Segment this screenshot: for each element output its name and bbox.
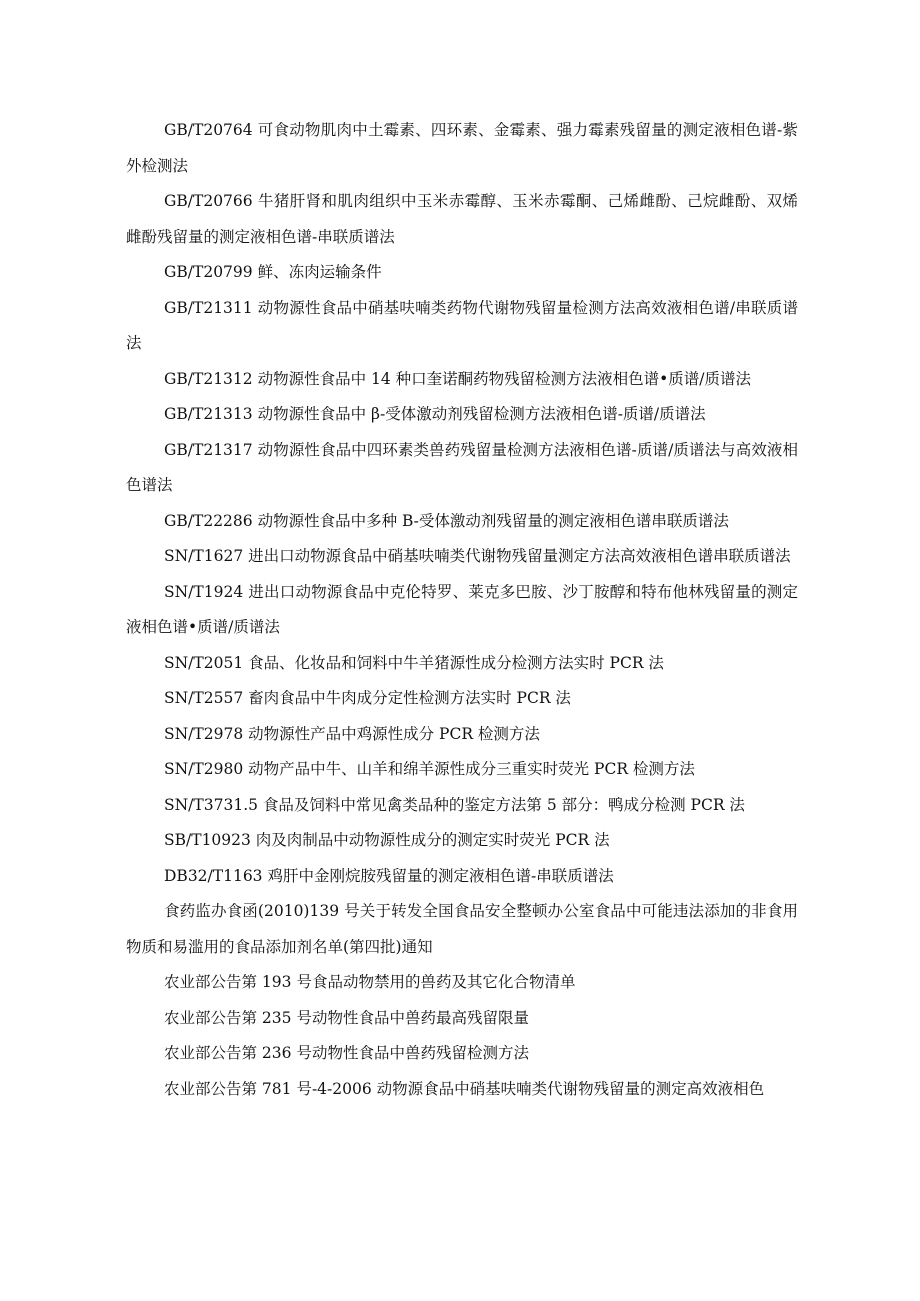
standard-entry: SN/T2557 畜肉食品中牛肉成分定性检测方法实时 PCR 法	[164, 689, 571, 707]
standard-entry: GB/T20799 鲜、冻肉运输条件	[164, 263, 382, 281]
standard-entry: GB/T22286 动物源性食品中多种 B-受体激动剂残留量的测定液相色谱串联质谱法	[164, 511, 729, 530]
standard-entry: SB/T10923 肉及肉制品中动物源性成分的测定实时荧光 PCR 法	[164, 831, 610, 849]
standard-entry: 农业部公告第 193 号食品动物禁用的兽药及其它化合物清单	[164, 973, 576, 991]
standard-entry: 农业部公告第 236 号动物性食品中兽药残留检测方法	[164, 1044, 529, 1062]
standard-entry: SN/T2978 动物源性产品中鸡源性成分 PCR 检测方法	[164, 724, 540, 743]
standard-entry: SN/T1924 进出口动物源食品中克伦特罗、莱克多巴胺、沙丁胺醇和特布他林残留量的测定液相色谱•质谱/质谱法	[126, 582, 798, 636]
standard-entry: 农业部公告第 781 号-4-2006 动物源食品中硝基呋喃类代谢物残留量的测定高效液相色	[164, 1079, 765, 1098]
standard-entry: SN/T2051 食品、化妆品和饲料中牛羊猪源性成分检测方法实时 PCR 法	[164, 653, 664, 672]
standard-entry: SN/T2980 动物产品中牛、山羊和绵羊源性成分三重实时荧光 PCR 检测方法	[164, 760, 695, 778]
standards-list	[126, 113, 798, 1107]
standard-entry: GB/T20764 可食动物肌肉中土霉素、四环素、金霉素、强力霉素残留量的测定液相色谱-紫外检测法	[126, 121, 798, 175]
standard-entry: 农业部公告第 235 号动物性食品中兽药最高残留限量	[164, 1008, 529, 1027]
standard-entry: GB/T20766 牛猪肝肾和肌肉组织中玉米赤霉醇、玉米赤霉酮、己烯雌酚、己烷雌酚、双烯雌酚残留量的测定液相色谱-串联质谱法	[126, 192, 798, 246]
standard-entry: GB/T21312 动物源性食品中 14 种口奎诺酮药物残留检测方法液相色谱•质谱/质谱法	[164, 369, 752, 388]
standard-entry: GB/T21311 动物源性食品中硝基呋喃类药物代谢物残留量检测方法高效液相色谱/串联质谱法	[126, 298, 798, 352]
standard-entry: DB32/T1163 鸡肝中金刚烷胺残留量的测定液相色谱-串联质谱法	[164, 866, 614, 885]
standard-entry: 食药监办食函(2010)139 号关于转发全国食品安全整顿办公室食品中可能违法添加的非食用物质和易滥用的食品添加剂名单(第四批)通知	[126, 902, 798, 956]
standard-entry: SN/T3731.5 食品及饲料中常见禽类品种的鉴定方法第 5 部分：鸭成分检测 PCR 法	[164, 795, 745, 814]
standard-entry: GB/T21313 动物源性食品中 β-受体激动剂残留检测方法液相色谱-质谱/质谱法	[164, 405, 706, 423]
standard-entry: GB/T21317 动物源性食品中四环素类兽药残留量检测方法液相色谱-质谱/质谱法与高效液相色谱法	[126, 440, 798, 494]
standard-entry: SN/T1627 进出口动物源食品中硝基呋喃类代谢物残留量测定方法高效液相色谱串联质谱法	[164, 547, 791, 565]
